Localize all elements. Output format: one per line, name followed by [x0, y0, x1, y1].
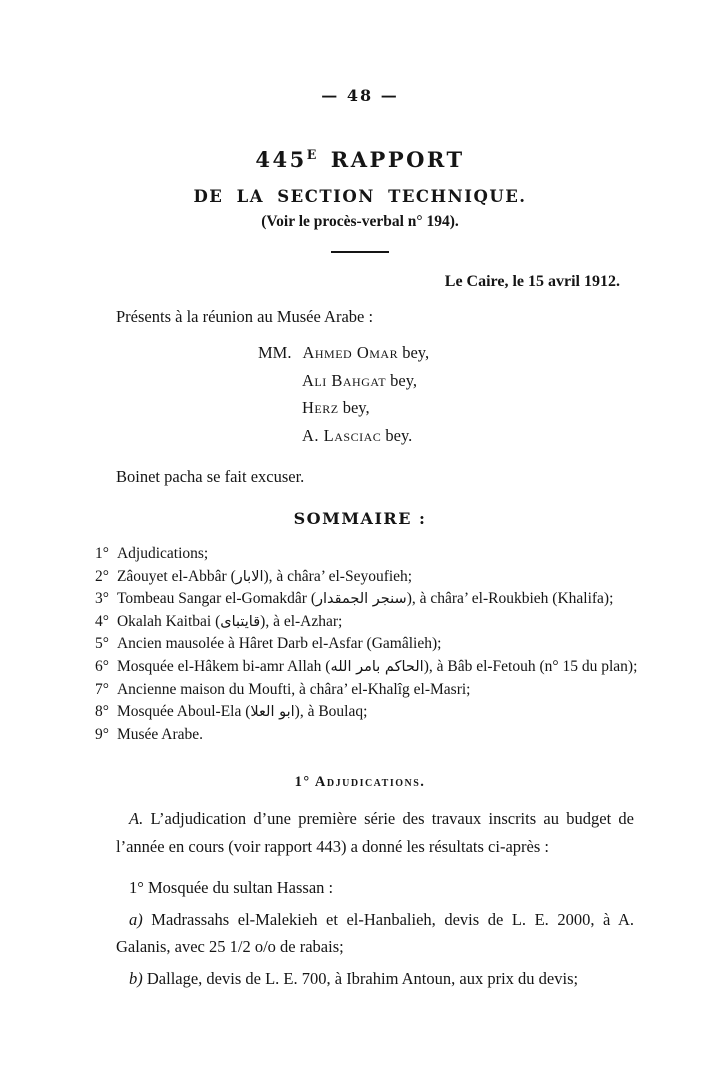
item-number: 5°: [95, 635, 109, 653]
item-number: 3°: [95, 590, 109, 608]
sommaire-list: [95, 543, 640, 746]
attendee-row: [258, 394, 720, 422]
arabic-text: الحاكم بامر الله: [330, 658, 424, 675]
paragraph-sub-b: [116, 965, 634, 993]
paragraph-text: L’adjudication d’une première série des travaux inscrits au budget de l’année en cours (voir rapport 443) a donné les résultats ci-après :: [116, 809, 634, 856]
item-text: Okalah Kaitbai (: [116, 612, 221, 630]
section-heading: 1° Adjudications.: [294, 774, 426, 791]
item-text: Adjudications;: [116, 545, 209, 562]
attendee-name: Ali Bahgat: [302, 370, 387, 390]
item-number: 7°: [95, 680, 109, 698]
paragraph-lead: b): [129, 968, 143, 988]
attendee-row: [258, 367, 720, 395]
sommaire-item: [95, 679, 640, 702]
paragraph-text: Dallage, devis de L. E. 700, à Ibrahim Antoun, aux prix du devis;: [142, 968, 579, 988]
item-text: Zâouyet el-Abbâr (: [116, 567, 236, 585]
sommaire-item: [95, 543, 640, 566]
item-text: Ancienne maison du Moufti, à châra’ el-Khalîg el-Masri;: [116, 680, 471, 698]
item-text: ), à el-Azhar;: [260, 612, 343, 630]
sommaire-item: [95, 588, 640, 611]
paragraph-item-1: 1° Mosquée du sultan Hassan :: [129, 878, 334, 898]
report-title-number: 445: [255, 147, 307, 172]
excuse-line: Boinet pacha se fait excuser.: [116, 467, 305, 486]
report-title-word: RAPPORT: [330, 147, 465, 172]
attendee-title: bey,: [386, 370, 418, 390]
paragraph-lead: A.: [129, 809, 144, 829]
sommaire-item: [95, 566, 640, 589]
sommaire-item: [95, 611, 640, 634]
sommaire-item: [95, 701, 640, 724]
paragraph-text: Madrassahs el-Malekieh et el-Hanbalieh, devis de L. E. 2000, à A. Galanis, avec 25 1/2 o/o de rabais;: [116, 909, 634, 957]
item-number: 9°: [95, 725, 109, 743]
report-title-ordinal: E: [306, 147, 319, 162]
item-text: Mosquée el-Hâkem bi-amr Allah (: [116, 657, 331, 675]
sommaire-item: [95, 724, 640, 747]
attendee-title: bey,: [338, 398, 370, 417]
attendees-prefix: MM.: [258, 343, 292, 362]
attendee-row: [258, 422, 720, 450]
paragraph-lead: a): [129, 909, 143, 929]
attendee-name: Herz: [302, 398, 339, 417]
item-number: 2°: [95, 567, 109, 585]
attendees-list: [258, 339, 720, 449]
attendee-name: Ahmed Omar: [302, 343, 399, 362]
item-text: ), à châra’ el-Seyoufieh;: [263, 567, 413, 585]
paragraph-a: [116, 805, 634, 860]
arabic-text: ابو العلا: [250, 704, 295, 721]
item-number: 6°: [95, 657, 109, 675]
sommaire-item: [95, 656, 640, 679]
item-text: ), à Bâb el-Fetouh (n° 15 du plan);: [423, 657, 638, 675]
paragraph-sub-a: [116, 906, 634, 961]
item-number: 1°: [95, 545, 109, 562]
item-text: Mosquée Aboul-Ela (: [116, 703, 251, 721]
item-number: 4°: [95, 612, 109, 630]
arabic-text: قايتباى: [220, 613, 261, 630]
page-number: — 48 —: [321, 86, 399, 105]
report-title: [0, 147, 720, 172]
sommaire-item: [95, 633, 640, 656]
reference-note: (Voir le procès-verbal n° 194).: [261, 213, 459, 230]
attendee-name: A. Lasciac: [302, 425, 382, 445]
arabic-text: سنجر الجمقدار: [316, 591, 407, 608]
sommaire-heading: SOMMAIRE :: [293, 509, 427, 528]
item-text: Tombeau Sangar el-Gomakdâr (: [116, 590, 317, 608]
presents-line: Présents à la réunion au Musée Arabe :: [116, 307, 374, 326]
arabic-text: الابار: [235, 568, 264, 585]
report-subtitle: DE LA SECTION TECHNIQUE.: [193, 187, 527, 206]
attendee-row: [258, 339, 720, 367]
dateline: Le Caire, le 15 avril 1912.: [444, 273, 620, 290]
item-text: Musée Arabe.: [116, 725, 204, 743]
item-number: 8°: [95, 703, 109, 721]
attendee-title: bey,: [398, 343, 430, 362]
attendee-title: bey.: [381, 425, 413, 445]
item-text: Ancien mausolée à Hâret Darb el-Asfar (Gamâlieh);: [116, 635, 442, 653]
item-text: ), à Boulaq;: [294, 703, 368, 721]
divider-rule: [331, 251, 389, 253]
item-text: ), à châra’ el-Roukbieh (Khalifa);: [406, 590, 614, 608]
